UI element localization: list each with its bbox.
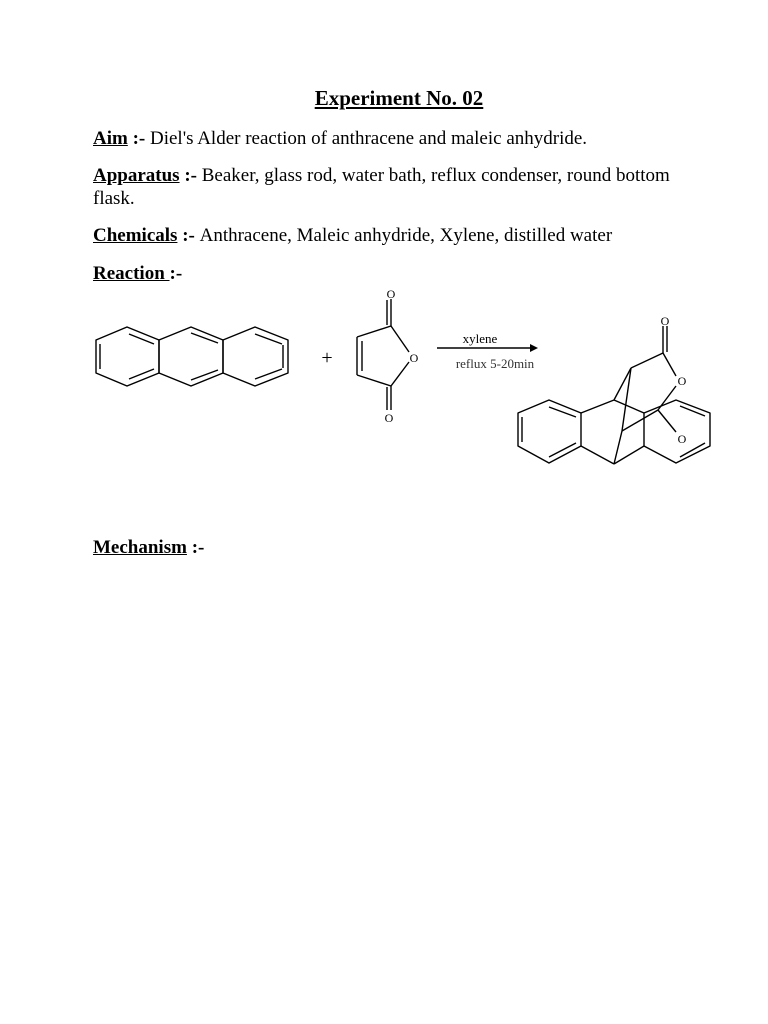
aim-section — [93, 127, 683, 150]
aim-label: Aim — [93, 128, 128, 149]
maleic-anhydride-structure — [357, 299, 409, 410]
mechanism-label: Mechanism — [93, 537, 187, 558]
apparatus-section — [93, 164, 683, 210]
condition-solvent: xylene — [462, 331, 498, 346]
mechanism-separator: :- — [186, 537, 205, 558]
product-ring-o: O — [677, 374, 687, 388]
condition-reflux: reflux 5-20min — [455, 356, 535, 371]
plus-sign: + — [321, 347, 333, 369]
apparatus-separator: :- — [179, 165, 202, 186]
anthracene-structure — [96, 327, 288, 386]
ma-ring-o: O — [409, 351, 419, 365]
apparatus-label: Apparatus — [93, 165, 180, 186]
apparatus-text: Beaker, glass rod, water bath, reflux condenser, round bottom flask. — [93, 165, 670, 209]
aim-text: Diel's Alder reaction of anthracene and maleic anhydride. — [149, 128, 588, 149]
mechanism-heading — [93, 536, 683, 559]
ma-carbonyl-o-bottom: O — [384, 411, 394, 425]
chemicals-section — [93, 224, 683, 247]
page-title: Experiment No. 02 — [314, 86, 484, 110]
ma-carbonyl-o-top: O — [386, 287, 396, 301]
arrow-head — [530, 344, 538, 352]
chemicals-separator: :- — [177, 225, 200, 246]
reaction-scheme — [0, 280, 768, 480]
chemicals-text: Anthracene, Maleic anhydride, Xylene, distilled water — [199, 225, 613, 246]
chemicals-label: Chemicals — [93, 225, 178, 246]
reaction-label: Reaction — [93, 263, 170, 284]
product-carbonyl-o-bottom: O — [677, 432, 687, 446]
product-carbonyl-o-top: O — [660, 314, 670, 328]
reaction-separator: :- — [169, 263, 183, 284]
aim-separator: :- — [127, 128, 150, 149]
